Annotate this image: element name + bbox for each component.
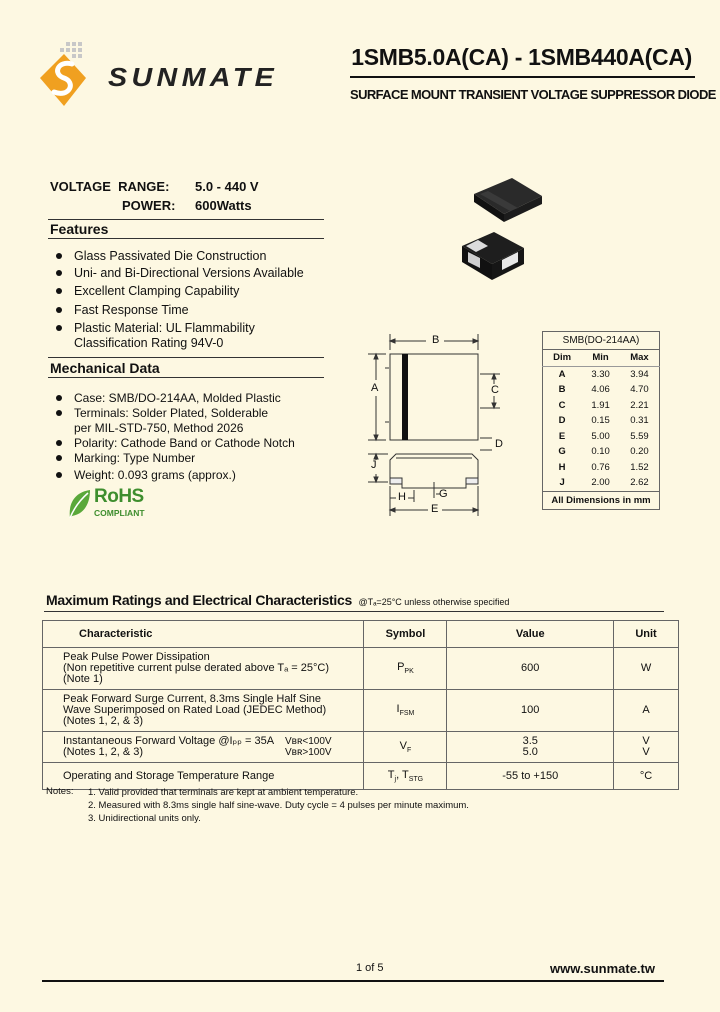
mechanical-item: Terminals: Solder Plated, Solderable [52, 406, 352, 421]
mechanical-list [52, 391, 352, 483]
bullet-icon [56, 395, 62, 401]
unit-text: W [640, 662, 652, 674]
features-title: Features [50, 221, 109, 237]
symbol-subscript: F [406, 747, 412, 755]
dim-min: 4.06 [591, 384, 610, 396]
dim-max: 0.31 [630, 415, 649, 427]
leaf-icon [66, 488, 92, 520]
dim-code: C [558, 399, 566, 411]
value-text: 3.5 [522, 735, 538, 747]
value-text: 5.0 [522, 746, 538, 758]
symbol-main: , T [396, 768, 409, 781]
dim-code: J [559, 477, 565, 489]
symbol-cell [364, 732, 447, 763]
website-link[interactable]: www.sunmate.tw [550, 961, 655, 976]
dim-label-a: A [371, 382, 379, 394]
value-cell [447, 648, 614, 690]
mechanical-item: Marking: Type Number [52, 451, 352, 466]
condition-text: Vʙʀ>100V [285, 747, 332, 758]
min-header: Min [581, 350, 620, 367]
dim-min: 5.00 [591, 430, 610, 442]
bullet-icon [56, 307, 62, 313]
part-range-title: 1SMB5.0A(CA) - 1SMB440A(CA) [351, 44, 692, 70]
value-cell [447, 690, 614, 732]
characteristic-line: Peak Forward Surge Current, 8.3ms Single Half Sine [63, 693, 322, 705]
power-value: 600Watts [195, 198, 252, 213]
feature-item-continued: Classification Rating 94V-0 [74, 336, 224, 350]
dim-min: 1.91 [591, 399, 610, 411]
notes-label: Notes: [46, 786, 74, 797]
dim-max: 2.21 [630, 399, 649, 411]
ratings-heading [46, 592, 509, 610]
value-text: 600 [521, 662, 540, 674]
unit-cell [614, 690, 679, 732]
dimension-row [543, 460, 660, 476]
dim-max: 3.94 [630, 368, 649, 380]
characteristic-line: (Note 1) [63, 673, 103, 685]
dim-label-h: H [398, 491, 406, 503]
symbol-cell [364, 648, 447, 690]
mechanical-title: Mechanical Data [50, 360, 160, 376]
value-header: Value [447, 621, 614, 648]
characteristic-line: Peak Pulse Power Dissipation [63, 651, 210, 663]
characteristic-cell [43, 690, 364, 732]
value-text: 100 [521, 704, 540, 716]
company-logo [36, 40, 279, 112]
condition-text: Vʙʀ<100V [285, 736, 332, 747]
dim-max: 5.59 [630, 430, 649, 442]
dim-label-j: J [371, 459, 377, 471]
characteristic-line: (Non repetitive current pulse derated above Tₐ = 25°C) [63, 662, 330, 674]
dim-label-g: G [439, 488, 448, 500]
ratings-row [43, 648, 679, 690]
characteristic-cell [43, 648, 364, 690]
dim-code: D [558, 415, 566, 427]
dimension-row [543, 444, 660, 460]
dim-max: 4.70 [630, 384, 649, 396]
feature-item: Excellent Clamping Capability [52, 284, 352, 303]
feature-item: Plastic Material: UL Flammability [52, 321, 352, 336]
features-top-rule [48, 219, 324, 220]
unit-text: °C [639, 769, 653, 782]
ratings-row [43, 690, 679, 732]
mechanical-item: Weight: 0.093 grams (approx.) [52, 466, 352, 483]
unit-text: V [642, 746, 650, 758]
unit-header: Unit [614, 621, 679, 648]
mechanical-item: Case: SMB/DO-214AA, Molded Plastic [52, 391, 352, 406]
unit-cell [614, 648, 679, 690]
package-photo-bottom [458, 228, 528, 288]
bullet-icon [56, 410, 62, 416]
power-label: POWER: [122, 198, 176, 213]
rohs-text: RoHS [94, 486, 144, 507]
dim-code: H [558, 461, 566, 473]
dim-min: 3.30 [591, 368, 610, 380]
bullet-icon [56, 455, 62, 461]
voltage-range-value: 5.0 - 440 V [195, 179, 259, 194]
value-cell [447, 763, 614, 790]
notes-list [88, 786, 469, 825]
feature-item: Uni- and Bi-Directional Versions Available [52, 266, 352, 284]
note-item: 3. Unidirectional units only. [88, 813, 201, 824]
features-bottom-rule [48, 238, 324, 239]
unit-text: V [642, 735, 650, 747]
brand-name: SUNMATE [108, 62, 279, 92]
feature-item: Fast Response Time [52, 303, 352, 321]
dimensions-table [542, 331, 660, 510]
characteristic-header: Characteristic [43, 621, 364, 648]
dimension-row [543, 475, 660, 491]
dim-min: 0.10 [591, 446, 610, 458]
mechanical-bottom-rule [48, 377, 324, 378]
unit-cell [614, 763, 679, 790]
dimension-row [543, 429, 660, 445]
part-subtitle: SURFACE MOUNT TRANSIENT VOLTAGE SUPPRESSOR DIODE [350, 87, 716, 102]
dim-label-c: C [491, 384, 499, 396]
dim-min: 0.15 [591, 415, 610, 427]
unit-text: A [642, 704, 650, 716]
characteristic-line: (Notes 1, 2, & 3) [63, 715, 144, 727]
symbol-cell [364, 690, 447, 732]
bullet-icon [56, 325, 62, 331]
dim-label-b: B [432, 334, 440, 346]
dim-min: 2.00 [591, 477, 610, 489]
characteristic-text: Instantaneous Forward Voltage @Iₚₚ = 35A [63, 735, 275, 747]
dimension-row [543, 366, 660, 382]
ratings-row [43, 732, 679, 763]
bullet-icon [56, 253, 62, 259]
dim-code: B [558, 384, 566, 396]
bullet-icon [56, 288, 62, 294]
bullet-icon [56, 472, 62, 478]
dim-max: 1.52 [630, 461, 649, 473]
characteristic-text: (Notes 1, 2, & 3) [63, 746, 144, 758]
mechanical-item-continued: per MIL-STD-750, Method 2026 [74, 421, 244, 435]
mechanical-top-rule [48, 357, 324, 358]
feature-item: Glass Passivated Die Construction [52, 249, 352, 266]
rohs-compliant-text: COMPLIANT [94, 508, 145, 518]
symbol-header: Symbol [364, 621, 447, 648]
dim-max: 2.62 [630, 477, 649, 489]
characteristic-line [63, 747, 357, 758]
dimension-row [543, 398, 660, 414]
symbol-main: T [387, 768, 395, 781]
dimensions-table-title: SMB(DO-214AA) [543, 332, 660, 350]
symbol-main: I [396, 703, 400, 716]
ratings-header-row [43, 621, 679, 648]
characteristic-line: Wave Superimposed on Rated Load (JEDEC Method) [63, 704, 327, 716]
dim-header: Dim [543, 350, 582, 367]
symbol-main: P [397, 661, 405, 674]
ratings-condition: @Tₐ=25°C unless otherwise specified [358, 597, 510, 607]
note-item: 2. Measured with 8.3ms single half sine-wave. Duty cycle = 4 pulses per minute maximum. [88, 800, 469, 811]
rohs-badge [66, 486, 176, 520]
note-item: 1. Valid provided that terminals are kept at ambient temperature. [88, 787, 359, 798]
voltage-range-label: VOLTAGE RANGE: [50, 179, 170, 194]
symbol-subscript: STG [408, 776, 424, 784]
bullet-icon [56, 270, 62, 276]
unit-cell [614, 732, 679, 763]
value-text: -55 to +150 [502, 769, 559, 782]
symbol-main: V [399, 739, 407, 752]
dim-max: 0.20 [630, 446, 649, 458]
symbol-subscript: j [394, 776, 397, 784]
mechanical-item: Polarity: Cathode Band or Cathode Notch [52, 436, 352, 451]
package-photo-top [466, 172, 546, 232]
dim-label-d: D [495, 438, 503, 450]
dim-code: A [558, 368, 566, 380]
dim-code: G [558, 446, 566, 458]
characteristic-line: Operating and Storage Temperature Range [63, 769, 275, 782]
bullet-icon [56, 440, 62, 446]
characteristic-cell [43, 732, 364, 763]
footer-rule [42, 980, 664, 982]
max-header: Max [620, 350, 660, 367]
value-cell [447, 732, 614, 763]
features-list [52, 249, 352, 351]
ratings-table [42, 620, 679, 790]
dim-code: E [558, 430, 566, 442]
ratings-rule [44, 611, 664, 612]
dimensions-footer: All Dimensions in mm [543, 491, 660, 509]
symbol-subscript: PK [404, 668, 414, 676]
ratings-title: Maximum Ratings and Electrical Characteristics [46, 592, 352, 608]
dimension-row [543, 382, 660, 398]
dimension-row [543, 413, 660, 429]
page-number: 1 of 5 [356, 962, 384, 974]
symbol-subscript: FSM [399, 710, 415, 718]
dim-label-e: E [431, 503, 439, 515]
dimensions-header-row [543, 350, 660, 367]
dim-min: 0.76 [591, 461, 610, 473]
header-rule [350, 76, 695, 78]
